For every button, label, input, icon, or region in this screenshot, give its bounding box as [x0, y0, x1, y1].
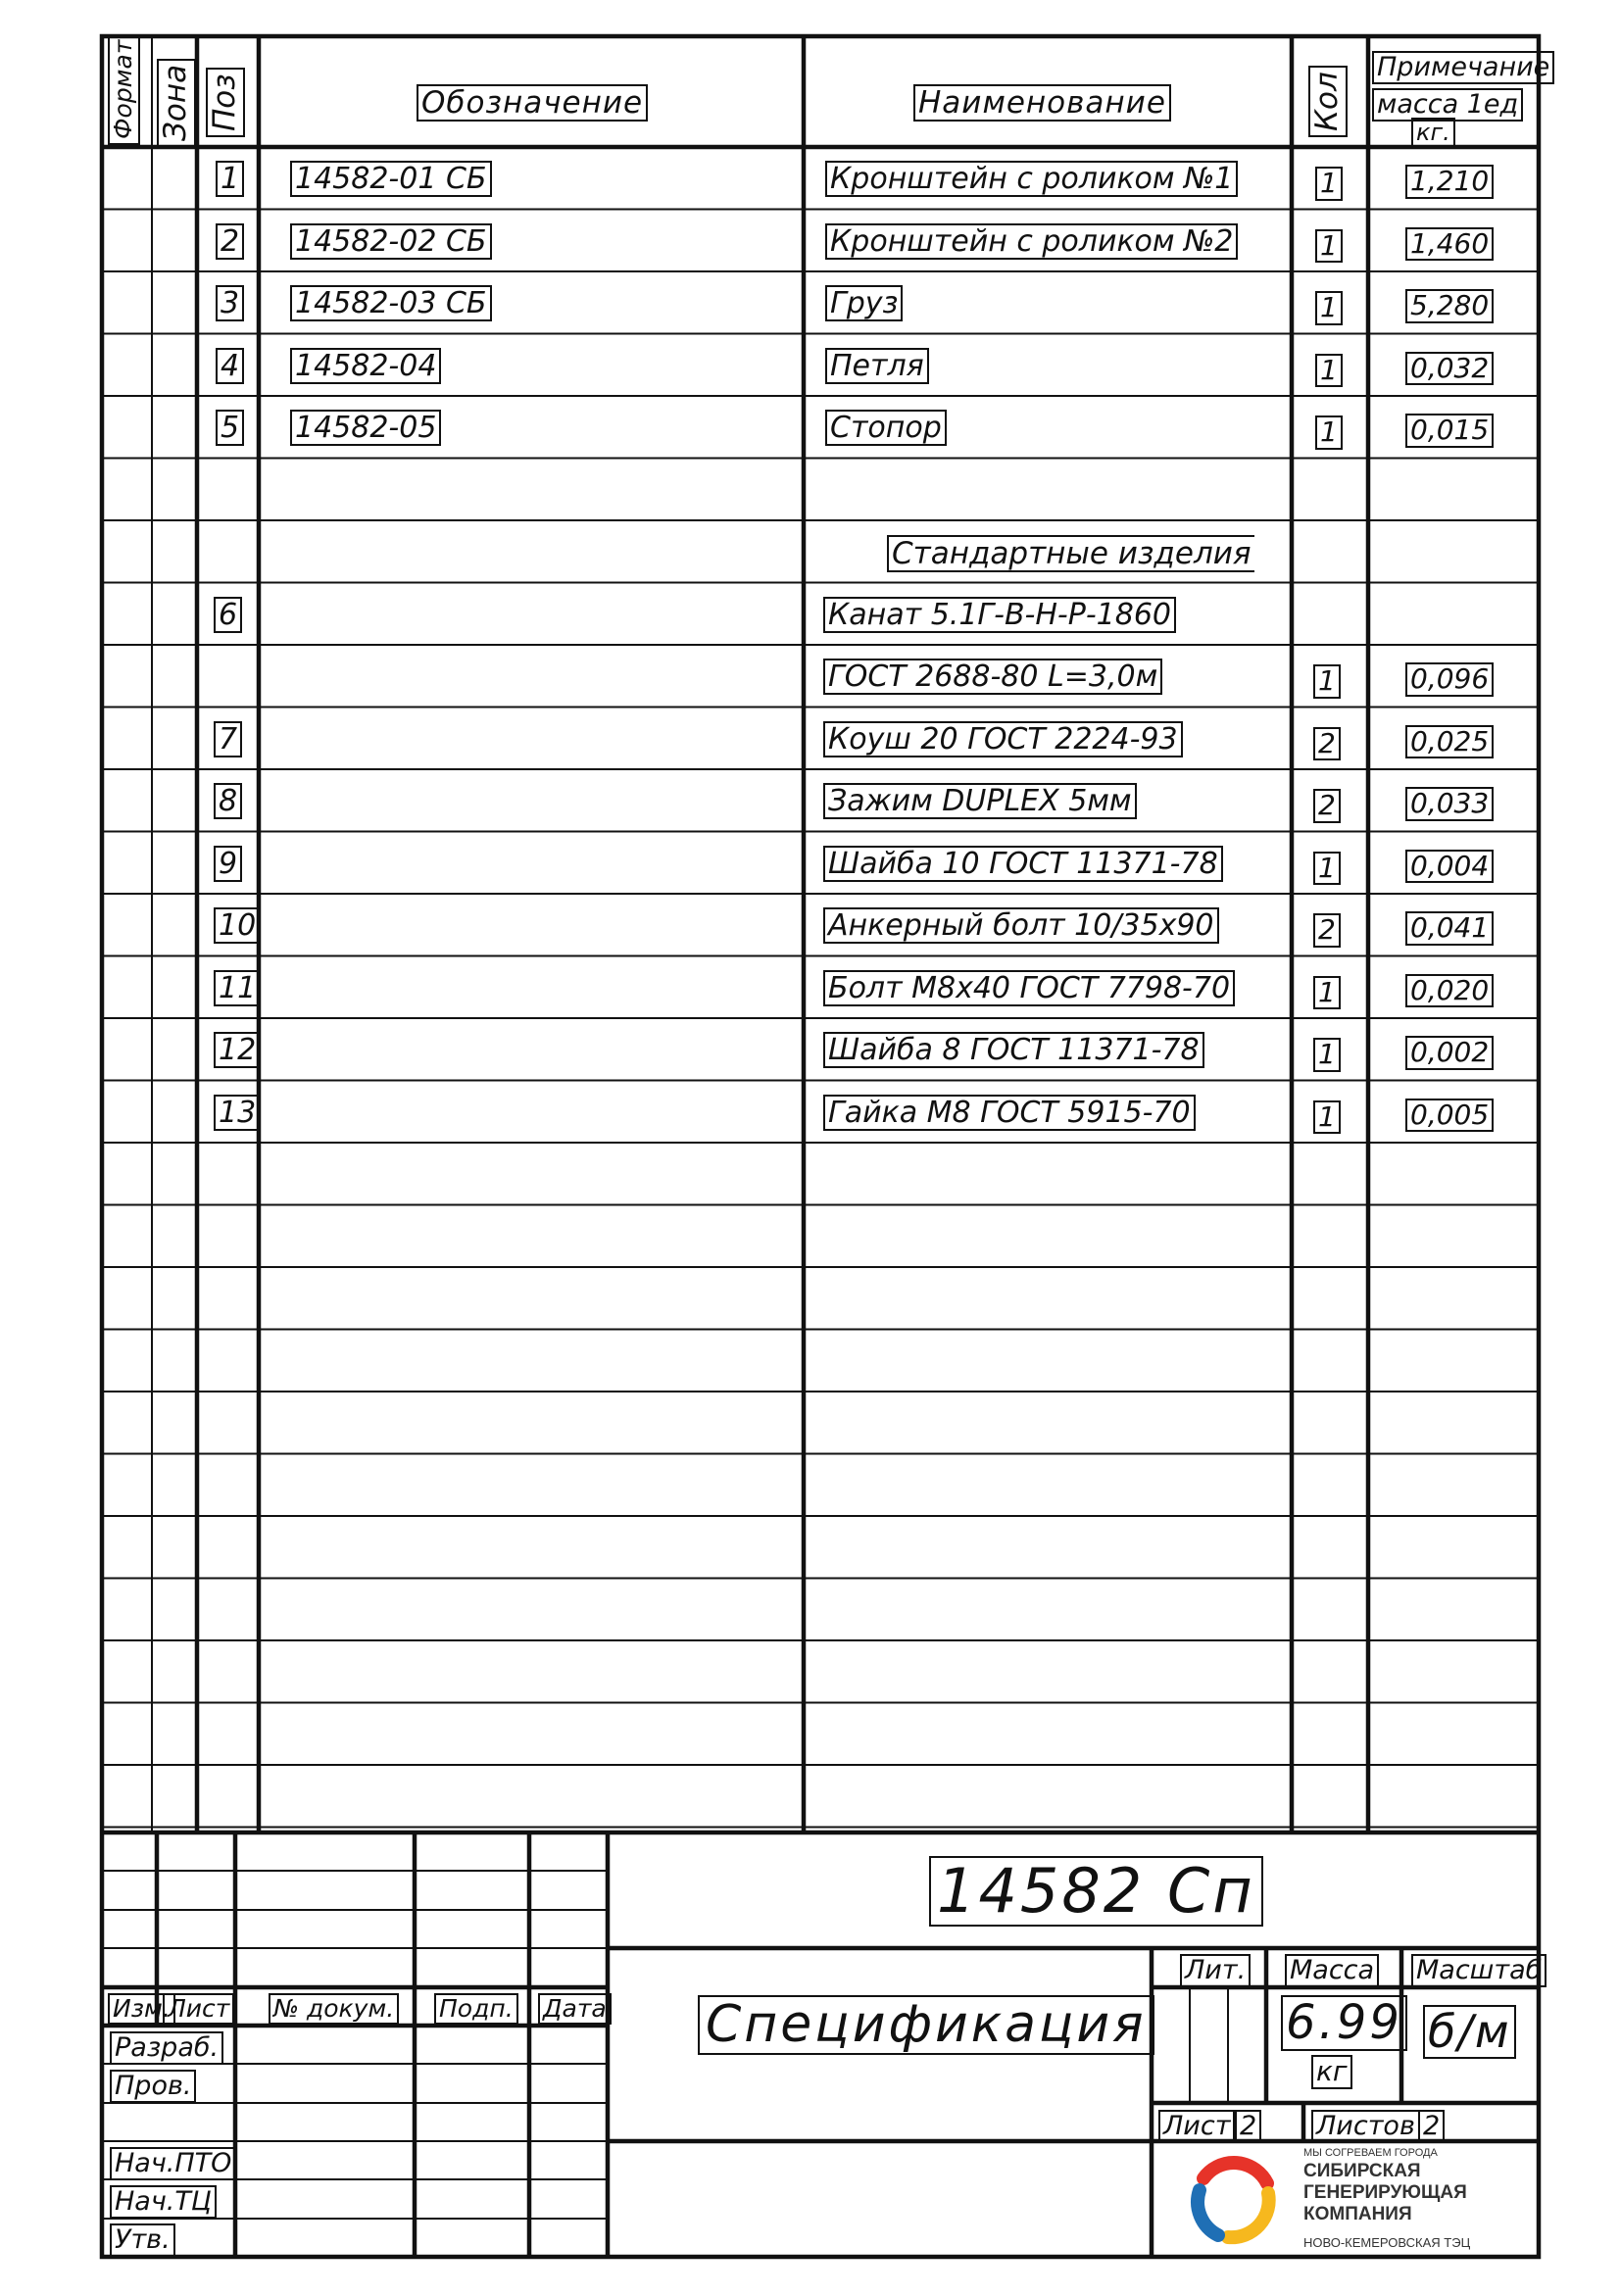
- std-pos: 13: [214, 1095, 261, 1131]
- row-mass: 0,032: [1405, 352, 1494, 386]
- label-prov: Пров.: [110, 2070, 196, 2103]
- header-note-line2: масса 1ед: [1372, 88, 1523, 122]
- std-qty: 1: [1313, 1038, 1341, 1072]
- company-name-line2: ГЕНЕРИРУЮЩАЯ: [1303, 2182, 1467, 2203]
- std-pos: 10: [214, 907, 261, 944]
- std-name: Канат 5.1Г-В-Н-Р-1860: [823, 597, 1176, 633]
- doc-title: Спецификация: [698, 1995, 1154, 2055]
- doc-code: 14582 Сп: [929, 1856, 1263, 1927]
- label-sheet: Лист: [1158, 2110, 1235, 2143]
- header-designation: Обозначение: [417, 84, 648, 122]
- row-pos: 4: [216, 348, 244, 384]
- std-mass: 0,020: [1405, 974, 1494, 1008]
- std-pos: 9: [214, 846, 242, 882]
- row-pos: 3: [216, 285, 244, 321]
- row-qty: 1: [1315, 415, 1343, 450]
- label-utv: Утв.: [110, 2223, 175, 2257]
- row-designation: 14582-01 СБ: [290, 161, 492, 197]
- company-site: НОВО-КЕМЕРОВСКАЯ ТЭЦ: [1303, 2235, 1471, 2250]
- label-lit: Лит.: [1180, 1954, 1251, 1987]
- company-slogan: МЫ СОГРЕВАЕМ ГОРОДА: [1303, 2147, 1438, 2159]
- company-logo-icon: [1184, 2149, 1282, 2247]
- row-name: Петля: [825, 348, 929, 384]
- row-pos: 5: [216, 410, 244, 446]
- std-mass: 0,005: [1405, 1099, 1494, 1133]
- row-name: Груз: [825, 285, 903, 321]
- row-designation: 14582-05: [290, 410, 441, 446]
- section-title: Стандартные изделия: [887, 535, 1254, 572]
- label-massa: Масса: [1285, 1954, 1379, 1987]
- std-qty: 1: [1313, 664, 1341, 699]
- std-qty: 2: [1313, 727, 1341, 761]
- row-name: Кронштейн с роликом №1: [825, 161, 1238, 197]
- std-name: Коуш 20 ГОСТ 2224-93: [823, 721, 1183, 757]
- label-list: Лист: [163, 1993, 234, 2025]
- header-zone: Зона: [157, 59, 196, 147]
- std-name: Шайба 10 ГОСТ 11371-78: [823, 846, 1223, 882]
- label-nach-pto: Нач.ПТО: [110, 2147, 236, 2180]
- std-pos: 8: [214, 783, 242, 819]
- std-mass: 0,025: [1405, 725, 1494, 759]
- std-pos: 11: [214, 970, 261, 1006]
- row-designation: 14582-03 СБ: [290, 285, 492, 321]
- std-pos: 12: [214, 1032, 261, 1068]
- label-sheets: Листов: [1311, 2110, 1420, 2143]
- header-note-line3: кг.: [1411, 118, 1455, 147]
- std-qty: 1: [1313, 852, 1341, 886]
- label-nach-tc: Нач.ТЦ: [110, 2185, 217, 2219]
- sheets-value: 2: [1418, 2110, 1445, 2143]
- row-mass: 5,280: [1405, 289, 1494, 323]
- label-podp: Подп.: [434, 1993, 518, 2025]
- sheet-value: 2: [1235, 2110, 1261, 2143]
- std-mass: 0,041: [1405, 911, 1494, 946]
- label-razrab: Разраб.: [110, 2031, 223, 2065]
- row-qty: 1: [1315, 291, 1343, 325]
- row-qty: 1: [1315, 167, 1343, 201]
- std-mass: 0,002: [1405, 1036, 1494, 1070]
- scale-value: б/м: [1423, 2005, 1516, 2059]
- mass-unit: кг: [1311, 2055, 1352, 2089]
- header-note-line1: Примечание: [1372, 51, 1554, 84]
- std-qty: 1: [1313, 976, 1341, 1010]
- row-mass: 1,210: [1405, 165, 1494, 199]
- label-data: Дата: [538, 1993, 612, 2025]
- label-masshtab: Масштаб: [1411, 1954, 1546, 1987]
- row-qty: 1: [1315, 229, 1343, 264]
- row-qty: 1: [1315, 354, 1343, 388]
- std-pos: 6: [214, 597, 242, 633]
- std-mass: 0,096: [1405, 662, 1494, 697]
- header-qty: Кол: [1308, 66, 1348, 137]
- std-qty: 1: [1313, 1100, 1341, 1135]
- std-pos: 7: [214, 721, 242, 757]
- header-format: Формат: [108, 34, 140, 145]
- header-pos: Поз: [206, 68, 245, 137]
- row-pos: 1: [216, 161, 244, 197]
- row-pos: 2: [216, 223, 244, 260]
- std-name: ГОСТ 2688-80 L=3,0м: [823, 659, 1162, 695]
- std-name: Болт М8х40 ГОСТ 7798-70: [823, 970, 1235, 1006]
- row-designation: 14582-04: [290, 348, 441, 384]
- label-izm: Изм.: [108, 1993, 175, 2025]
- company-name-line3: КОМПАНИЯ: [1303, 2204, 1412, 2224]
- label-ndocum: № докум.: [269, 1993, 399, 2025]
- header-name: Наименование: [913, 84, 1171, 122]
- company-name-line1: СИБИРСКАЯ: [1303, 2161, 1421, 2181]
- std-qty: 2: [1313, 913, 1341, 948]
- mass-value: 6.99: [1281, 1995, 1407, 2051]
- row-designation: 14582-02 СБ: [290, 223, 492, 260]
- std-mass: 0,004: [1405, 850, 1494, 884]
- std-name: Шайба 8 ГОСТ 11371-78: [823, 1032, 1204, 1068]
- row-mass: 0,015: [1405, 414, 1494, 448]
- std-name: Зажим DUPLEX 5мм: [823, 783, 1137, 819]
- std-name: Анкерный болт 10/35х90: [823, 907, 1219, 944]
- std-mass: 0,033: [1405, 787, 1494, 821]
- row-name: Кронштейн с роликом №2: [825, 223, 1238, 260]
- row-mass: 1,460: [1405, 227, 1494, 262]
- std-qty: 2: [1313, 789, 1341, 823]
- std-name: Гайка М8 ГОСТ 5915-70: [823, 1095, 1196, 1131]
- row-name: Стопор: [825, 410, 947, 446]
